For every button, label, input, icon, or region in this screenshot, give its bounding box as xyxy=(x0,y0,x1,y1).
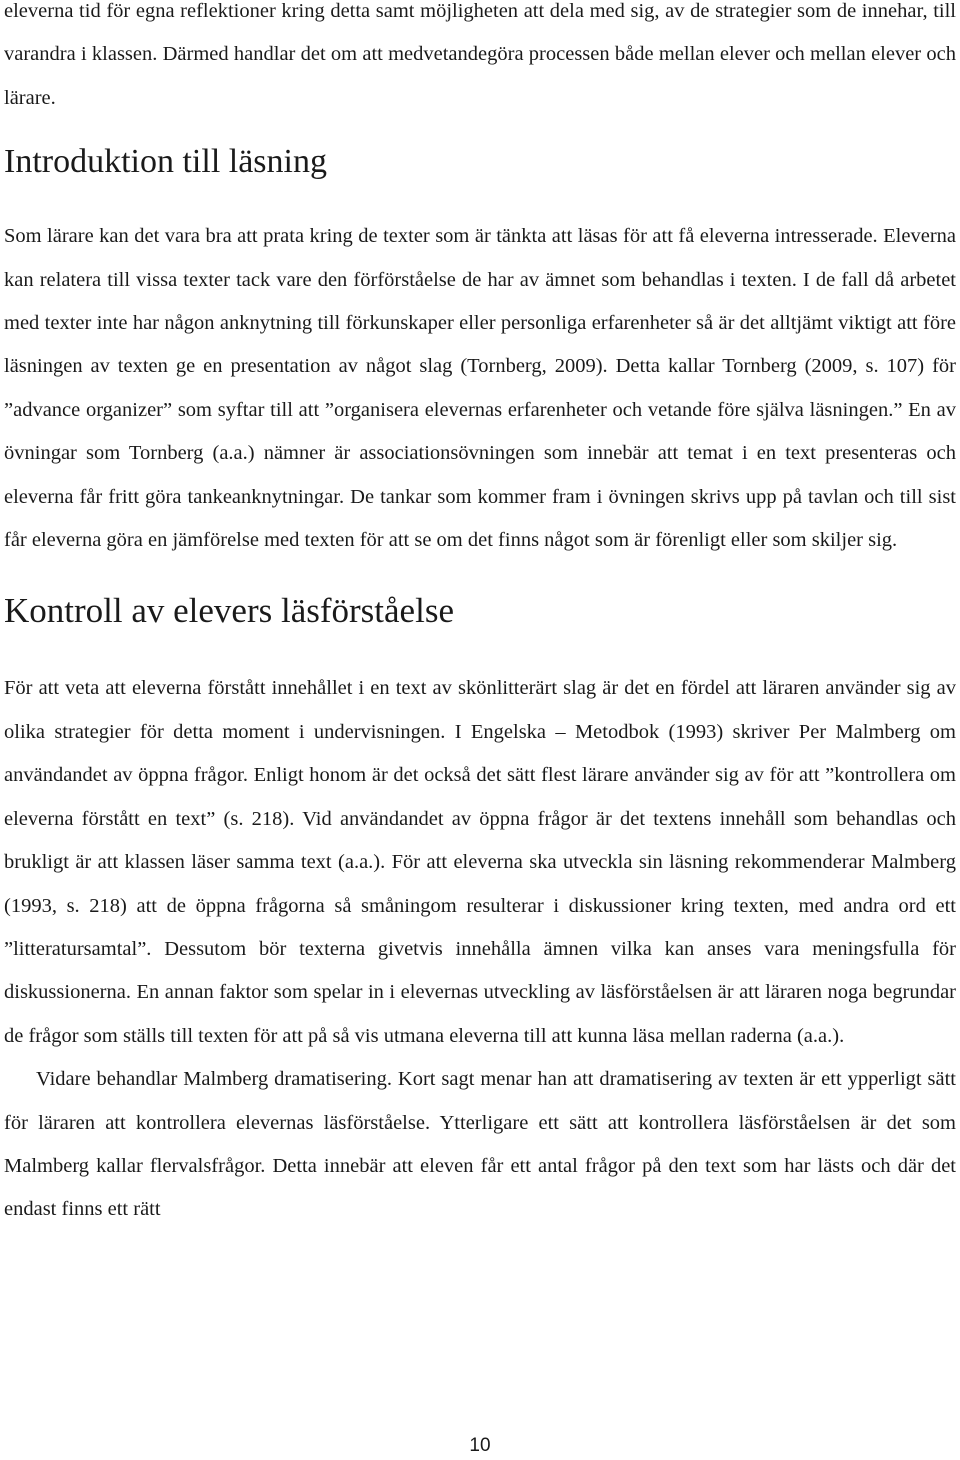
page-number: 10 xyxy=(469,1435,491,1456)
document-page xyxy=(4,0,956,1232)
paragraph-continuation: eleverna tid för egna reflektioner kring detta samt möjligheten att dela med sig, av de strategier som de innehar, till varandra i klassen. Därmed handlar det om att medvetandegöra processen både mellan elever och mellan elever och lärare. xyxy=(4,0,956,109)
paragraph-introduktion: Som lärare kan det vara bra att prata kring de texter som är tänkta att läsas för att få eleverna intresserade. Eleverna kan relatera till vissa texter tack vare den förförståelse de har av ämnet som behandlas i texten. I de fall då arbetet med texter inte har någon anknytning till förkunskaper eller personliga erfarenheter så är det alltjämt viktigt att före läsningen av texten ge en presentation av något slag (Tornberg, 2009). Detta kallar Tornberg (2009, s. 107) för ”advance organizer” som syftar till att ”organisera elevernas erfarenheter och vetande före själva läsningen.” En av övningar som Tornberg (a.a.) nämner är associationsövningen som innebär att temat i en text presenteras och eleverna får fritt göra tankeanknytningar. De tankar som kommer fram i övningen skrivs upp på tavlan och till sist får eleverna göra en jämförelse med texten för att se om det finns något som är förenligt eller som skiljer sig. xyxy=(4,225,956,552)
paragraph-dramatisering: Vidare behandlar Malmberg dramatisering. Kort sagt menar han att dramatisering av texten är ett ypperligt sätt för läraren att kontrollera elevernas läsförståelse. Ytterligare ett sätt att kontrollera läsförståelsen är det som Malmberg kallar flervalsfrågor. Detta innebär att eleven får ett antal frågor på den text som har lästs och där det endast finns ett rätt xyxy=(4,1068,956,1221)
paragraph-kontroll: För att veta att eleverna förstått innehållet i en text av skönlitterärt slag är det en fördel att läraren använder sig av olika strategier för detta moment i undervisningen. I Engelska – Metodbok (1993) skriver Per Malmberg om användandet av öppna frågor. Enligt honom är det också det sätt flest lärare använder sig av för att ”kontrollera om eleverna förstått en text” (s. 218). Vid användandet av öppna frågor är det textens innehåll som behandlas och brukligt är att klassen läser samma text (a.a.). För att eleverna ska utveckla sin läsning rekommenderar Malmberg (1993, s. 218) att de öppna frågorna så småningom resulterar i diskussioner kring texten, med andra ord ett ”litteratursamtal”. Dessutom bör texterna givetvis innehålla ämnen vilka kan anses vara meningsfulla för diskussionerna. En annan faktor som spelar in i elevernas utveckling av läsförståelsen är att läraren noga begrundar de frågor som ställs till texten för att på så vis utmana eleverna till att kunna läsa mellan raderna (a.a.). xyxy=(4,677,956,1047)
heading-kontroll: Kontroll av elevers läsförståelse xyxy=(4,591,454,631)
heading-introduktion: Introduktion till läsning xyxy=(4,143,327,181)
